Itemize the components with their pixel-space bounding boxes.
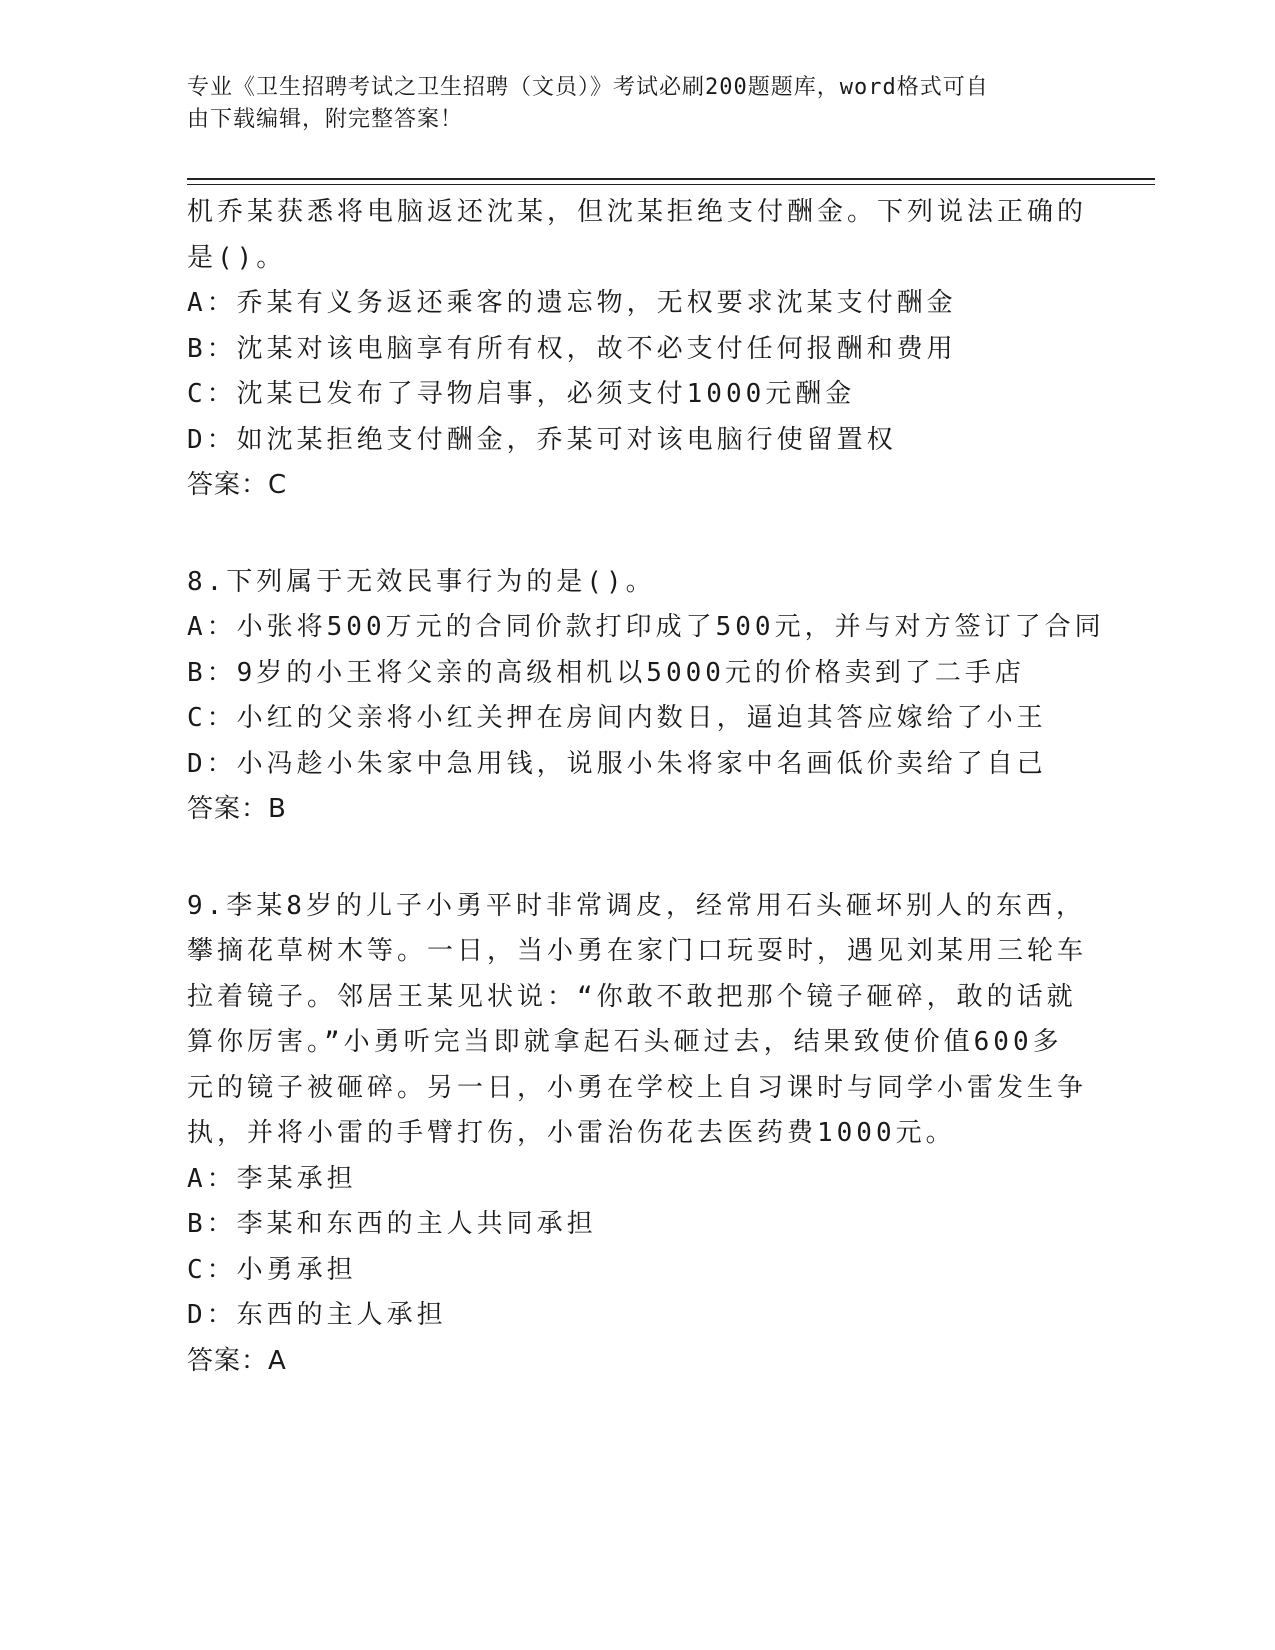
question-7: [187, 190, 1087, 509]
question-8: [187, 560, 1105, 833]
option-a: A：小张将500万元的合同价款打印成了500元，并与对方签订了合同: [187, 612, 1105, 642]
question-9: [187, 884, 1087, 1385]
question-content: [187, 190, 1105, 1384]
option-c: C：沈某已发布了寻物启事，必须支付1000元酬金: [187, 379, 856, 409]
question-stem-line: 拉着镜子。邻居王某见状说：“你敢不敢把那个镜子砸碎，敢的话就: [187, 981, 1077, 1012]
question-stem-line: 算你厉害。”小勇听完当即就拿起石头砸过去，结果致使价值600多: [187, 1027, 1063, 1057]
header-line-2: 由下载编辑，附完整答案！: [187, 107, 464, 132]
header-divider-thin: [187, 184, 1155, 185]
spacer: [187, 509, 1087, 560]
option-d: D：东西的主人承担: [187, 1300, 447, 1330]
option-b: B：李某和东西的主人共同承担: [187, 1209, 597, 1239]
header-divider-thick: [187, 178, 1155, 180]
option-b: B：9岁的小王将父亲的高级相机以5000元的价格卖到了二手店: [187, 657, 1025, 688]
option-a: A：乔某有义务返还乘客的遗忘物，无权要求沈某支付酬金: [187, 288, 957, 318]
option-b: B：沈某对该电脑享有所有权，故不必支付任何报酬和费用: [187, 333, 957, 364]
header-line-1: 专业《卫生招聘考试之卫生招聘（文员）》考试必刷200题题库，word格式可自: [187, 75, 989, 100]
question-stem-line: 执，并将小雷的手臂打伤，小雷治伤花去医药费1000元。: [187, 1118, 956, 1148]
answer-line: 答案：B: [187, 794, 287, 824]
answer-line: 答案：C: [187, 470, 288, 500]
option-d: D：如沈某拒绝支付酬金，乔某可对该电脑行使留置权: [187, 424, 897, 455]
spacer: [187, 833, 1087, 884]
option-c: C：小勇承担: [187, 1254, 357, 1285]
option-c: C：小红的父亲将小红关押在房间内数日，逼迫其答应嫁给了小王: [187, 703, 1047, 733]
option-d: D：小冯趁小朱家中急用钱，说服小朱将家中名画低价卖给了自己: [187, 748, 1047, 779]
question-stem-line: 是()。: [187, 242, 287, 273]
answer-line: 答案：A: [187, 1345, 287, 1376]
question-stem-line: 机乔某获悉将电脑返还沈某，但沈某拒绝支付酬金。下列说法正确的: [187, 197, 1088, 227]
question-stem-line: 攀摘花草树木等。一日，当小勇在家门口玩耍时，遇见刘某用三轮车: [187, 936, 1088, 966]
option-a: A：李某承担: [187, 1163, 357, 1194]
question-stem-line: 8.下列属于无效民事行为的是()。: [187, 566, 656, 597]
document-header: [187, 72, 1067, 136]
question-stem-line: 9.李某8岁的儿子小勇平时非常调皮，经常用石头砸坏别人的东西，: [187, 890, 1086, 921]
question-stem-line: 元的镜子被砸碎。另一日，小勇在学校上自习课时与同学小雷发生争: [187, 1072, 1088, 1103]
